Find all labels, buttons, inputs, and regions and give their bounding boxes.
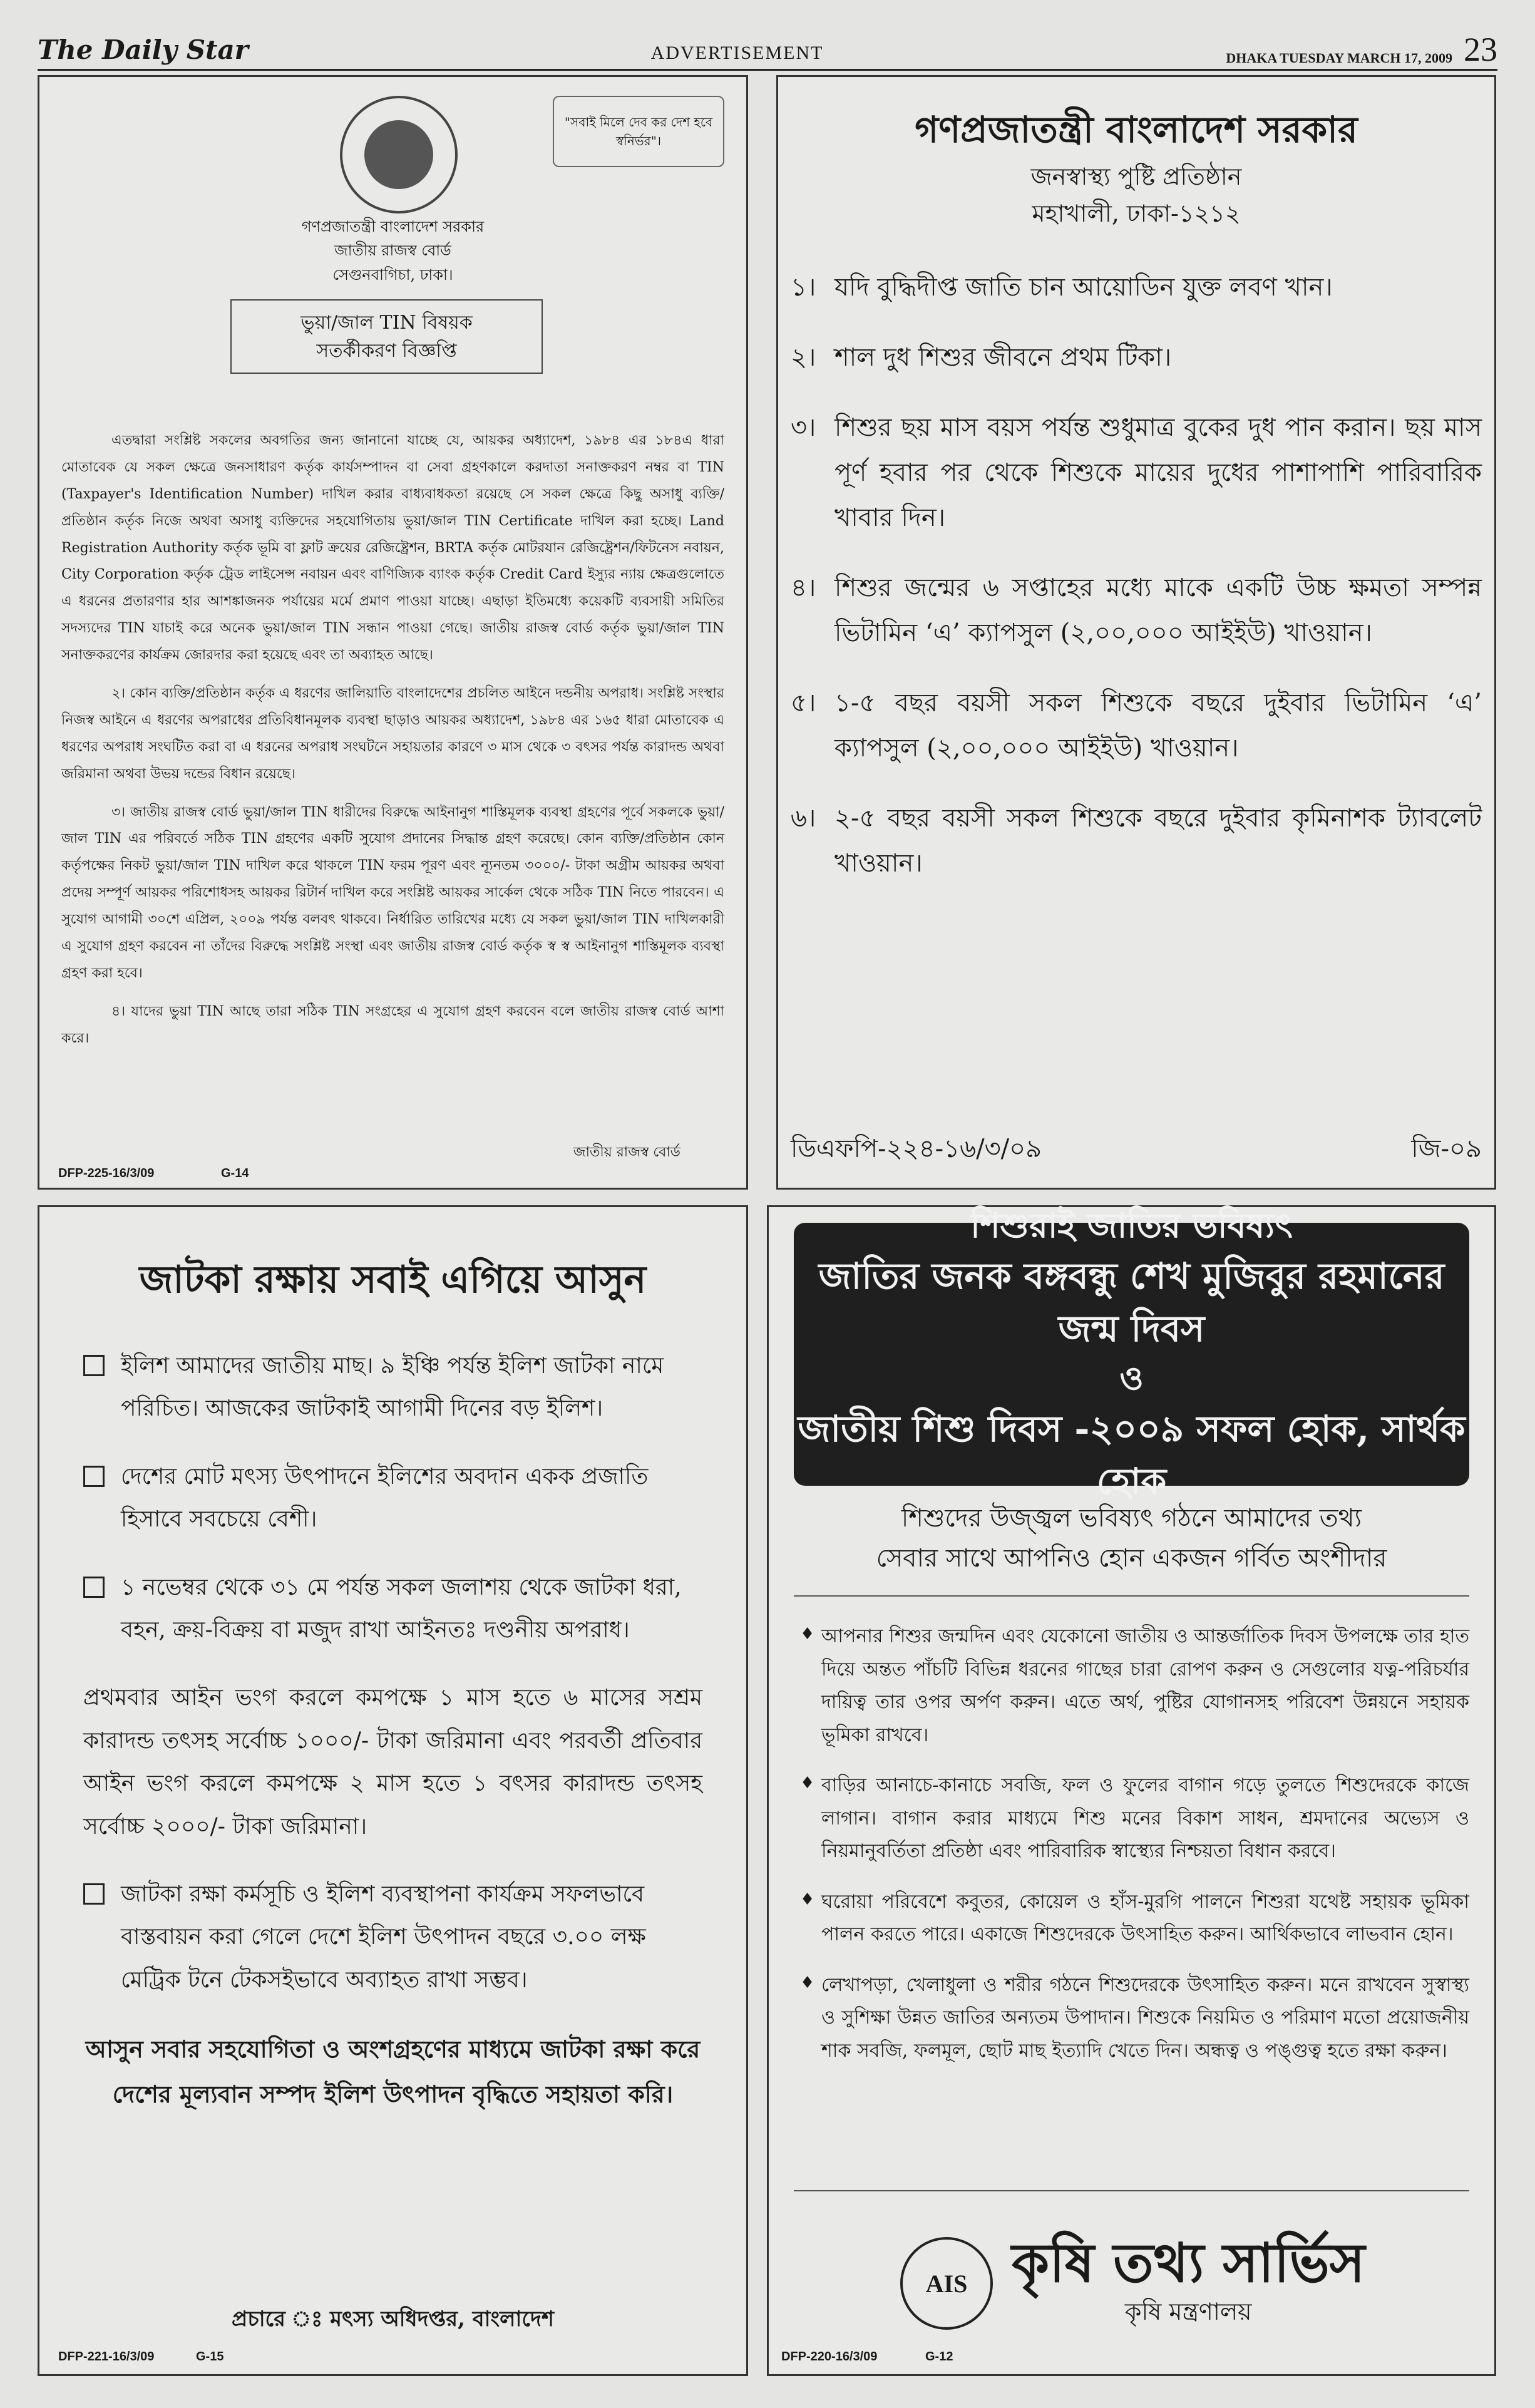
org-line: মহাখালী, ঢাকা-১২১২ [1032,199,1241,227]
item-text: ১ নভেম্বর থেকে ৩১ মে পর্যন্ত সকল জলাশয় থেকে জাটকা ধরা, বহন, ক্রয়-বিক্রয় বা মজুদ রাখা আইনতঃ দণ্ডনীয় অপরাধ। [121,1574,682,1643]
g-code: G-14 [221,1166,249,1180]
dfp-code: DFP-221-16/3/09 [58,2350,155,2364]
notice-title-line: সতর্কীকরণ বিজ্ঞপ্তি [316,339,457,362]
penalty-text: প্রথমবার আইন ভংগ করলে কমপক্ষে ১ মাস হতে ৬ মাসের সশ্রম কারাদন্ড তৎসহ সর্বোচ্চ ১০০০/- টাকা জরিমানা এবং পরবর্তী প্রতিবার আইন ভংগ করলে কমপক্ষে ২ মাস হতে ১ বৎসর কারাদন্ড তৎসহ সর্বোচ্চ ২০০০/- টাকা জরিমানা। [83,1685,702,1839]
notice-paragraph: ৩। জাতীয় রাজস্ব বোর্ড ভুয়া/জাল TIN ধারীদের বিরুদ্ধে আইনানুগ শাস্তিমূলক ব্যবস্থা গ্রহণের পূর্বে সকলকে ভুয়া/জাল TIN এর পরিবর্তে সঠিক TIN গ্রহণের একটি সুযোগ প্রদানের সিদ্ধান্ত গ্রহণ করেছে। কোন ব্যক্তি/প্রতিষ্ঠান কোন কর্তৃপক্ষের নিকট ভুয়া/জাল TIN দাখিল করে থাকলে TIN ফরম পূরণ এবং ন্যূনতম ৩০০০/- টাকা অগ্রীম আয়কর অথবা প্রদেয় সম্পূর্ণ আয়কর পরিশোধসহ আয়কর রিটার্ন দাখিল করে সংশ্লিষ্ট আয়কর সার্কেল থেকে সঠিক TIN নিতে পারবেন। এ সুযোগ আগামী ৩০শে এপ্রিল, ২০০৯ পর্যন্ত বলবৎ থাকবে। নির্ধারিত তারিখের মধ্যে যে সকল ভুয়া/জাল TIN দাখিলকারী এ সুযোগ গ্রহণ করবেন না তাঁদের বিরুদ্ধে সংশ্লিষ্ট সংস্থা এবং জাতীয় রাজস্ব বোর্ড কর্তৃক স্ব স্ব আইনানুগ শাস্তিমূলক ব্যবস্থা গ্রহণ করা হবে। [61,804,724,981]
signature: জাতীয় রাজস্ব বোর্ড [573,1145,680,1160]
brand-text [1012,2231,1365,2333]
item-number: ২। [791,343,816,372]
checkbox-icon [83,1883,105,1905]
list-item [83,1567,702,1652]
header-line: গণপ্রজাতন্ত্রী বাংলাদেশ সরকার [301,218,485,235]
list-item [800,1769,1469,1868]
divider [794,2190,1469,2191]
brand-block [900,2231,1365,2333]
header-line: জাতীয় রাজস্ব বোর্ড [334,242,451,260]
item-number: ৪। [791,574,816,602]
item-text: যদি বুদ্ধিদীপ্ত জাতি চান আয়োডিন যুক্ত লবণ খান। [834,273,1333,302]
health-footer [791,1129,1482,1171]
list-item [800,1886,1469,1952]
item-text: ২-৫ বছর বয়সী সকল শিশুকে বছরে দুইবার কৃমিনাশক ট্যাবলেট খাওয়ান। [834,804,1482,878]
health-tips-list [791,265,1482,911]
list-item [83,1345,702,1431]
notice-body [83,1345,702,2117]
health-notice [776,75,1496,1190]
subtitle [769,1498,1494,1578]
diamond-bullet-icon: ♦ [800,1890,815,1909]
g-code: জি-০৯ [1411,1135,1482,1163]
diamond-bullet-icon: ♦ [800,1973,815,1992]
government-seal-icon [340,96,458,214]
item-text: ১-৫ বছর বয়সী সকল শিশুকে বছরে দুইবার ভিটামিন ‘এ’ ক্যাপসুল (২,০০,০০০ আইইউ) খাওয়ান। [834,689,1482,763]
list-item [791,681,1482,771]
g-code: G-15 [196,2350,224,2364]
list-item [800,1969,1469,2068]
list-item [800,1620,1469,1752]
checkbox-icon [83,1466,105,1487]
issue-date: DHAKA TUESDAY MARCH 17, 2009 [1226,50,1452,66]
header-line: সেগুনবাগিচা, ঢাকা। [332,265,453,284]
notice-title: জাটকা রক্ষায় সবাই এগিয়ে আসুন [139,1258,647,1302]
tax-slogan: "সবাই মিলে দেব কর দেশ হবে স্বনির্ভর"। [553,96,724,167]
masthead-right [1226,33,1497,69]
brand-name: কৃষি তথ্য সার্ভিস [1012,2231,1365,2295]
page-number: 23 [1464,31,1497,68]
ais-logo-icon: AIS [900,2237,993,2330]
item-text: শিশুর জন্মের ৬ সপ্তাহের মধ্যে মাকে একটি উচ্চ ক্ষমতা সম্পন্ন ভিটামিন ‘এ’ ক্যাপসুল (২,০০,০০০ আইইউ) খাওয়ান। [834,574,1482,647]
list-item [83,1456,702,1541]
publisher-credit: প্রচারে ঃ মৎস্য অধিদপ্তর, বাংলাদেশ [231,2307,555,2332]
nbr-tin-notice [38,75,748,1190]
banner-line: জাতির জনক বঙ্গবন্ধু শেখ মুজিবুর রহমানের জন্ম দিবস [818,1255,1445,1351]
krishi-notice [767,1205,1496,2376]
notice-body [61,428,724,1064]
item-text: আপনার শিশুর জন্মদিন এবং যেকোনো জাতীয় ও আন্তর্জাতিক দিবস উপলক্ষে তার হাত দিয়ে অন্তত পাঁচটি বিভিন্ন ধরনের গাছের চারা রোপণ করুন ও সেগুলোর যত্ন-পরিচর্যার দায়িত্ব তার ওপর অর্পণ করুন। এতে অর্থ, পুষ্টির যোগানসহ পরিবেশ উন্নয়নে সহায়ক ভূমিকা রাখবে। [821,1625,1469,1746]
g-code: G-12 [925,2350,953,2364]
notice-title-line: ভুয়া/জাল TIN বিষয়ক [300,311,473,334]
closing-appeal: আসুন সবার সহযোগিতা ও অংশগ্রহণের মাধ্যমে জাটকা রক্ষা করে দেশের মূল্যবান সম্পদ ইলিশ উৎপাদন বৃদ্ধিতে সহায়তা করি। [85,2035,701,2109]
item-number: ৩। [791,413,816,442]
item-text: বাড়ির আনাচে-কানাচে সবজি, ফল ও ফুলের বাগান গড়ে তুলতে শিশুদেরকে কাজে লাগান। বাগান করার মাধ্যমে শিশু মনের বিকাশ সাধন, শ্রমদানের অভ্যেস ও নিয়মানুবর্তিতা প্রতিষ্ঠা এবং পারিবারিক স্বাস্থ্যের নিশ্চয়তা বিধান করবে। [821,1774,1469,1862]
item-text: ঘরোয়া পরিবেশে কবুতর, কোয়েল ও হাঁস-মুরগি পালনে শিশুরা যথেষ্ট সহায়ক ভূমিকা পালন করতে পারে। একাজে শিশুদেরকে উৎসাহিত করুন। আর্থিকভাবে লাভবান হোন। [821,1890,1469,1945]
list-item [791,405,1482,540]
masthead [38,25,1497,71]
item-number: ৬। [791,804,816,833]
item-text: জাটকা রক্ষা কর্মসূচি ও ইলিশ ব্যবস্থাপনা কার্যক্রম সফলভাবে বাস্তবায়ন করা গেলে দেশে ইলিশ উৎপাদন বছরে ৩.০০ লক্ষ মেট্রিক টনে টেকসইভাবে অব্যাহত রাখা সম্ভব। [121,1881,646,1993]
subtitle-line: শিশুদের উজ্জ্বল ভবিষ্যৎ গঠনে আমাদের তথ্য [901,1504,1362,1533]
notice-paragraph: ৪। যাদের ভুয়া TIN আছে তারা সঠিক TIN সংগ্রহের এ সুযোগ গ্রহণ করবেন বলে জাতীয় রাজস্ব বোর্ড আশা করে। [61,1003,724,1046]
list-item [791,335,1482,380]
diamond-bullet-icon: ♦ [800,1625,815,1644]
notice-paragraph: এতদ্বারা সংশ্লিষ্ট সকলের অবগতির জন্য জানানো যাচ্ছে যে, আয়কর অধ্যাদেশ, ১৯৮৪ এর ১৮৪এ ধারা মোতাবেক যে সকল ক্ষেত্রে জনসাধারণ কর্তৃক কার্যসম্পাদন বা সেবা গ্রহণকালে করদাতা সনাক্তকরণ নম্বর বা TIN (Taxpayer's Identification Number) দাখিল করার বাধ্যবাধকতা রয়েছে সে সকল ক্ষেত্রে কিছু অসাধু ব্যক্তি/প্রতিষ্ঠান কর্তৃক নিজে অথবা অসাধু ব্যক্তিদের সহযোগিতায় ভুয়া/জাল TIN Certificate দাখিল করা হচ্ছে। Land Registration Authority কর্তৃক ভূমি বা ফ্লাট ক্রয়ের রেজিষ্ট্রেশন, BRTA কর্তৃক মোটরযান রেজিষ্ট্রেশন/ফিটনেস নবায়ন, City Corporation কর্তৃক ট্রেড লাইসেন্স নবায়ন এবং বাণিজ্যিক ব্যাংক কর্তৃক Credit Card ইস্যুর ন্যায় ক্ষেত্রগুলোতে এ ধরনের প্রতারণার হার আশঙ্কাজনক পর্যায়ের মর্মে প্রমাণ পাওয়া যাচ্ছে। এছাড়া ইতিমধ্যে কয়েকটি ব্যবসায়ী সমিতির সদস্যদের TIN যাচাই করে অনেক ভুয়া/জাল TIN সন্ধান পাওয়া গেছে। জাতীয় রাজস্ব বোর্ড কর্তৃক ভুয়া/জাল TIN সনাক্তকরণের কার্যক্রম জোরদার করা হয়েছে এবং তা অব্যাহত আছে। [61,433,724,664]
item-text: ইলিশ আমাদের জাতীয় মাছ। ৯ ইঞ্চি পর্যন্ত ইলিশ জাটকা নামে পরিচিত। আজকের জাটকাই আগামী দিনের বড় ইলিশ। [121,1353,664,1422]
banner-line: ও [1119,1359,1144,1398]
item-text: শাল দুধ শিশুর জীবনে প্রথম টিকা। [834,343,1172,372]
list-item [791,796,1482,886]
banner-line: শিশুরাই জাতির ভবিষ্যৎ [970,1205,1293,1245]
diamond-bullet-icon: ♦ [800,1774,815,1793]
notice-title-box [230,299,543,374]
divider [794,1595,1469,1597]
item-text: লেখাপড়া, খেলাধুলা ও শরীর গঠনে শিশুদেরকে উৎসাহিত করুন। মনে রাখবেন সুস্বাস্থ্য ও সুশিক্ষা উন্নত জাতির অন্যতম উপাদান। শিশুকে নিয়মিত ও পরিমাণ মতো প্রয়োজনীয় শাক সবজি, ফলমূল, ছোট মাছ ইত্যাদি খেতে দিন। অন্ধত্ব ও পঙ্গুত্ব হতে রক্ষা করুন। [821,1973,1469,2062]
organization [778,158,1494,232]
item-number: ৫। [791,689,816,718]
item-text: শিশুর ছয় মাস বয়স পর্যন্ত শুধুমাত্র বুকের দুধ পান করান। ছয় মাস পূর্ণ হবার পর থেকে শিশুকে মায়ের দুধের পাশাপাশি পারিবারিক খাবার দিন। [834,413,1482,532]
subtitle-line: সেবার সাথে আপনিও হোন একজন গর্বিত অংশীদার [876,1544,1387,1573]
dfp-code: ডিএফপি-২২৪-১৬/৩/০৯ [791,1135,1042,1163]
nbr-header [39,215,746,287]
list-item [791,265,1482,310]
newspaper-logo: The Daily Star [38,34,249,65]
list-item [83,1873,702,2002]
jatka-notice [38,1205,748,2376]
section-label: ADVERTISEMENT [650,43,824,63]
advice-list [800,1620,1469,2085]
child-day-banner [794,1205,1469,1503]
notice-paragraph: ২। কোন ব্যক্তি/প্রতিষ্ঠান কর্তৃক এ ধরণের জালিয়াতি বাংলাদেশের প্রচলিত আইনে দন্ডনীয় অপরাধ। সংশ্লিষ্ট সংস্থার নিজস্ব আইনে এ ধরণের অপরাধের প্রতিবিধানমূলক ব্যবস্থা ছাড়াও আয়কর অধ্যাদেশ, ১৯৮৪ এর ১৬৫ ধারা মোতাবেক এ ধরণের অপরাধ সংঘটিত করা বা এ ধরনের অপরাধ সংঘটনে সহায়তার কারণে ৩ মাস থেকে ৩ বৎসর পর্যন্ত কারাদন্ড অথবা জরিমানা অথবা উভয় দন্ডের বিধান রয়েছে। [61,686,724,782]
checkbox-icon [83,1355,105,1376]
checkbox-icon [83,1577,105,1598]
dfp-code: DFP-220-16/3/09 [781,2350,878,2364]
list-item [791,565,1482,656]
banner-line: জাতীয় শিশু দিবস -২০০৯ সফল হোক, সার্থক হোক [798,1407,1466,1503]
ministry-name: কৃষি মন্ত্রণালয় [1124,2297,1252,2325]
item-text: দেশের মোট মৎস্য উৎপাদনে ইলিশের অবদান একক প্রজাতি হিসাবে সবচেয়ে বেশী। [121,1463,649,1533]
item-number: ১। [791,273,816,302]
dfp-code: DFP-225-16/3/09 [58,1166,155,1180]
org-line: জনস্বাস্থ্য পুষ্টি প্রতিষ্ঠান [1030,163,1242,190]
notice-title: গণপ্রজাতন্ত্রী বাংলাদেশ সরকার [915,108,1358,151]
